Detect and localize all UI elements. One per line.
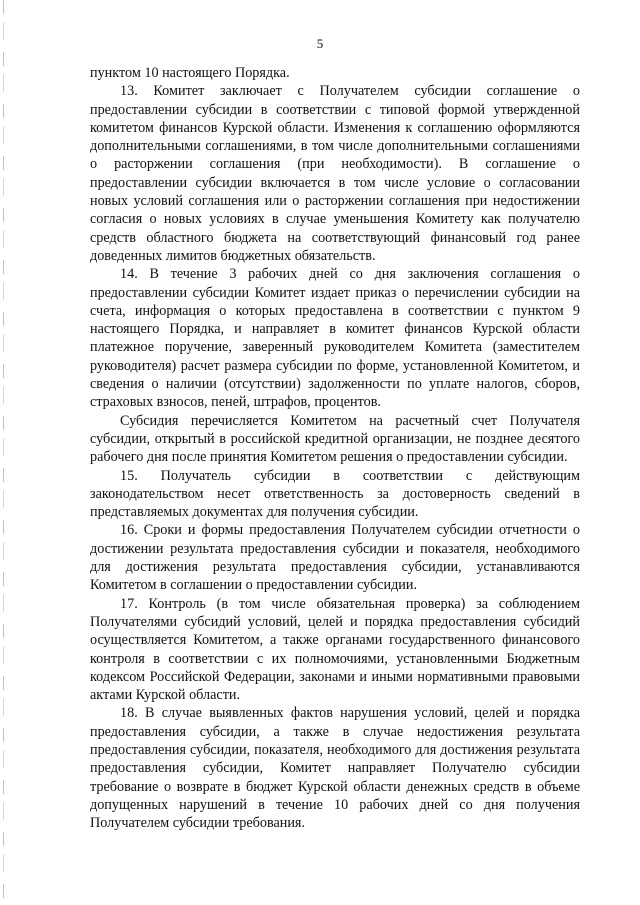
scan-edge-mark xyxy=(3,0,4,905)
paragraph-18: 18. В случае выявленных фактов нарушения условий, целей и порядка предоставления субсидии, а также в случае недостижения результата предоставления субсидии, показателя, необходимого для достижения результата предоставления субсидии, Комитет направляет Получателю субсидии требование о возврате в бюджет Курской области денежных средств в объеме допущенных нарушений в течение 10 рабочих дней со дня получения Получателем субсидии требования. xyxy=(90,705,580,832)
paragraph-17: 17. Контроль (в том числе обязательная проверка) за соблюдением Получателями субсидий условий, целей и порядка предоставления субсидий осуществляется Комитетом, а также органами государственного финансового контроля в соответствии с их полномочиями, установленными Бюджетным кодексом Российской Федерации, законами и иными нормативными правовыми актами Курской области. xyxy=(90,595,580,704)
paragraph-13: 13. Комитет заключает с Получателем субсидии соглашение о предоставлении субсидии в соответствии с типовой формой утвержденной комитетом финансов Курской области. Изменения к соглашению оформляются дополнительными соглашениями, в том числе дополнительными соглашениями о расторжении соглашения (при необходимости). В соглашение о предоставлении субсидии включается в том числе условие о согласовании новых условий соглашения или о расторжении соглашения при недостижении согласия о новых условиях в случае уменьшения Комитету как получателю средств областного бюджета на соответствующий финансовый год ранее доведенных лимитов бюджетных обязательств. xyxy=(90,83,580,264)
paragraph-15: 15. Получатель субсидии в соответствии с действующим законодательством несет ответственность за достоверность сведений в представляемых документах для получения субсидии. xyxy=(90,467,580,521)
paragraph-14-transfer: Субсидия перечисляется Комитетом на расчетный счет Получателя субсидии, открытый в российской кредитной организации, не позднее десятого рабочего дня после принятия Комитетом решения о предоставлении субсидии. xyxy=(90,412,580,466)
paragraph-continuation: пунктом 10 настоящего Порядка. xyxy=(90,65,290,81)
paragraph-14: 14. В течение 3 рабочих дней со дня заключения соглашения о предоставлении субсидии Комитет издает приказ о перечислении субсидии на счета, информация о которых предоставлена в соответствии с пунктом 9 настоящего Порядка, и направляет в комитет финансов Курской области платежное поручение, заверенный руководителем Комитета (заместителем руководителя) расчет размера субсидии по форме, установленной Комитетом, и сведения о наличии (отсутствии) задолженности по уплате налогов, сборов, страховых взносов, пеней, штрафов, процентов. xyxy=(90,266,580,411)
paragraph-16: 16. Сроки и формы предоставления Получателем субсидии отчетности о достижении результата предоставления субсидии и показателя, необходимого для достижения результата предоставления субсидии, устанавливаются Комитетом в соглашении о предоставлении субсидии. xyxy=(90,522,580,594)
page-number: 5 xyxy=(316,36,324,51)
document-body xyxy=(90,64,580,832)
